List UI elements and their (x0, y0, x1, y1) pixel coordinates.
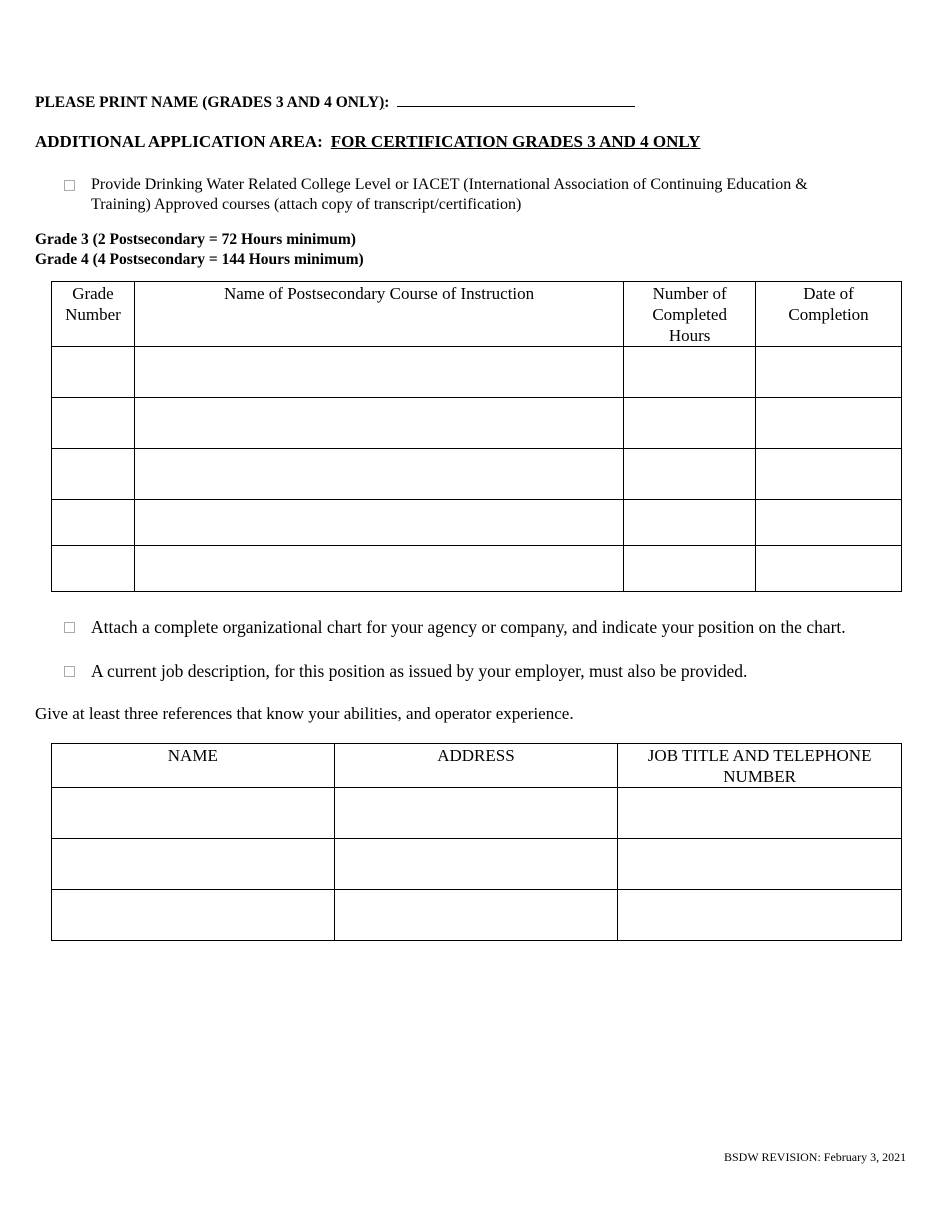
table-row (52, 546, 902, 592)
print-name-colon: : (384, 94, 390, 111)
hours-cell[interactable] (624, 398, 756, 449)
table-row (52, 839, 902, 890)
courses-text (91, 175, 808, 215)
reference-name-cell[interactable] (52, 839, 335, 890)
course-name-cell[interactable] (134, 347, 623, 398)
date-cell[interactable] (756, 500, 902, 546)
grade-requirements (35, 230, 364, 270)
hours-cell[interactable] (624, 500, 756, 546)
course-name-cell[interactable] (134, 449, 623, 500)
reference-name-cell[interactable] (52, 890, 335, 941)
date-cell[interactable] (756, 449, 902, 500)
additional-area-heading (35, 132, 700, 152)
courses-text-line2: Training) Approved courses (attach copy of transcript/certification) (91, 196, 522, 213)
header-reference-job-phone: JOB TITLE AND TELEPHONE NUMBER (618, 744, 902, 788)
courses-checkbox-item (64, 175, 924, 217)
area-emphasis: FOR CERTIFICATION GRADES 3 AND 4 ONLY (330, 132, 701, 151)
revision-footer: BSDW REVISION: February 3, 2021 (724, 1150, 907, 1164)
date-cell[interactable] (756, 546, 902, 592)
grade4-requirement: Grade 4 (4 Postsecondary = 144 Hours minimum) (35, 251, 364, 268)
reference-address-cell[interactable] (334, 788, 618, 839)
header-course-name: Name of Postsecondary Course of Instruction (134, 282, 623, 347)
grade-number-cell[interactable] (52, 347, 135, 398)
course-name-cell[interactable] (134, 500, 623, 546)
reference-name-cell[interactable] (52, 788, 335, 839)
header-grade-number: Grade Number (52, 282, 135, 347)
print-name-label: PLEASE PRINT NAME (GRADES 3 AND 4 ONLY (35, 94, 380, 111)
header-date-completion: Date of Completion (756, 282, 902, 347)
date-cell[interactable] (756, 398, 902, 449)
references-header-row (52, 744, 902, 788)
table-row (52, 449, 902, 500)
org-chart-text: Attach a complete organizational chart for your agency or company, and indicate your position on the chart. (91, 617, 846, 637)
reference-job-phone-cell[interactable] (618, 788, 902, 839)
print-name-field[interactable] (397, 92, 635, 107)
org-chart-checkbox[interactable] (64, 622, 75, 633)
print-name-line (35, 92, 635, 112)
hours-cell[interactable] (624, 546, 756, 592)
references-table (51, 743, 902, 941)
table-row (52, 500, 902, 546)
references-intro: Give at least three references that know your abilities, and operator experience. (35, 704, 574, 723)
grade-number-cell[interactable] (52, 500, 135, 546)
table-row (52, 788, 902, 839)
course-table-header-row (52, 282, 902, 347)
courses-text-line1: Provide Drinking Water Related College Level or IACET (International Association of Continuing Education & (91, 176, 808, 193)
area-label: ADDITIONAL APPLICATION AREA: (35, 132, 323, 151)
course-name-cell[interactable] (134, 398, 623, 449)
grade-number-cell[interactable] (52, 449, 135, 500)
header-reference-name: NAME (52, 744, 335, 788)
courses-checkbox[interactable] (64, 180, 75, 191)
table-row (52, 347, 902, 398)
org-chart-checkbox-item (64, 617, 924, 637)
grade-number-cell[interactable] (52, 546, 135, 592)
job-description-text: A current job description, for this position as issued by your employer, must also be provided. (91, 661, 748, 681)
course-table (51, 281, 902, 592)
header-reference-address: ADDRESS (334, 744, 618, 788)
hours-cell[interactable] (624, 347, 756, 398)
reference-address-cell[interactable] (334, 839, 618, 890)
print-name-paren: ) (379, 94, 385, 111)
reference-job-phone-cell[interactable] (618, 890, 902, 941)
table-row (52, 890, 902, 941)
hours-cell[interactable] (624, 449, 756, 500)
grade-number-cell[interactable] (52, 398, 135, 449)
header-completed-hours: Number of Completed Hours (624, 282, 756, 347)
job-description-checkbox-item (64, 661, 924, 681)
table-row (52, 398, 902, 449)
reference-address-cell[interactable] (334, 890, 618, 941)
course-name-cell[interactable] (134, 546, 623, 592)
date-cell[interactable] (756, 347, 902, 398)
reference-job-phone-cell[interactable] (618, 839, 902, 890)
job-description-checkbox[interactable] (64, 666, 75, 677)
grade3-requirement: Grade 3 (2 Postsecondary = 72 Hours minimum) (35, 231, 356, 248)
